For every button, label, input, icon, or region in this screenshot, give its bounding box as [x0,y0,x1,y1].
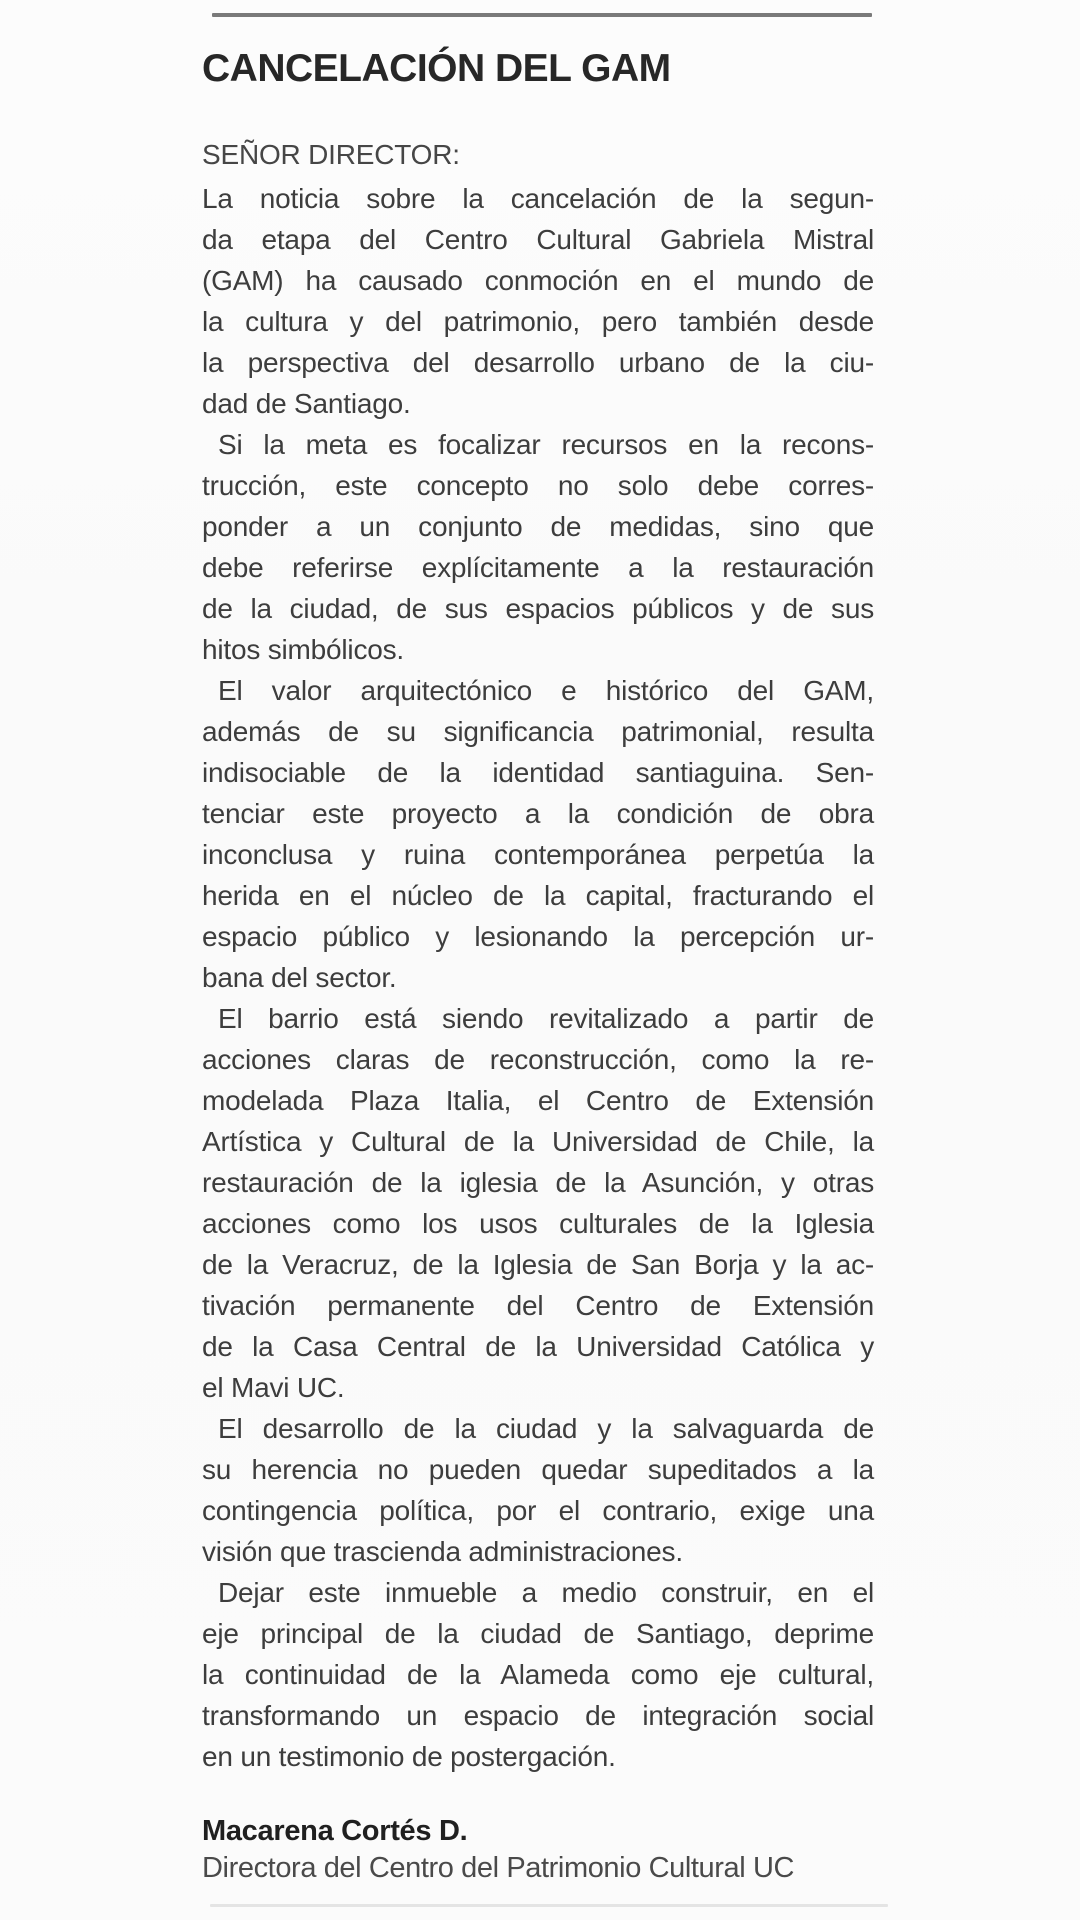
body-line: herida en el núcleo de la capital, fracturando el [202,880,874,911]
body-line: además de su significancia patrimonial, resulta [202,716,874,747]
body-line: de la Casa Central de la Universidad Católica y [202,1331,874,1362]
body-line: visión que trascienda administraciones. [202,1536,683,1567]
body-line: El valor arquitectónico e histórico del GAM, [218,675,874,706]
letter-column [202,0,874,1907]
body-line: tenciar este proyecto a la condición de obra [202,798,874,829]
body-line: el Mavi UC. [202,1372,345,1403]
body-line: Artística y Cultural de la Universidad de Chile, la [202,1126,874,1157]
body-line: acciones como los usos culturales de la Iglesia [202,1208,874,1239]
article-body [202,178,874,1777]
body-line: dad de Santiago. [202,388,411,419]
bottom-divider-rule [210,1904,888,1907]
body-line: El barrio está siendo revitalizado a partir de [218,1003,874,1034]
body-line: su herencia no pueden quedar supeditados a la [202,1454,874,1485]
body-line: la cultura y del patrimonio, pero también desde [202,306,874,337]
body-line: trucción, este concepto no solo debe corres- [202,470,874,501]
body-line: hitos simbólicos. [202,634,405,665]
signature-role: Directora del Centro del Patrimonio Cultural UC [202,1852,795,1884]
body-line: Dejar este inmueble a medio construir, en el [218,1577,874,1608]
body-line: modelada Plaza Italia, el Centro de Extensión [202,1085,874,1116]
paragraph [202,670,874,998]
body-line: de la Veracruz, de la Iglesia de San Borja y la ac- [202,1249,874,1280]
letter-headline: CANCELACIÓN DEL GAM [202,47,671,90]
body-line: La noticia sobre la cancelación de la segun- [202,183,874,214]
body-line: indisociable de la identidad santiaguina. Sen- [202,757,874,788]
paragraph [202,1572,874,1777]
body-line: bana del sector. [202,962,397,993]
paragraph [202,424,874,670]
body-line: da etapa del Centro Cultural Gabriela Mistral [202,224,874,255]
paragraph [202,1408,874,1572]
body-line: inconclusa y ruina contemporánea perpetúa la [202,839,874,870]
signature-block [202,1813,874,1887]
body-line: la continuidad de la Alameda como eje cultural, [202,1659,874,1690]
paragraph [202,998,874,1408]
body-line: contingencia política, por el contrario, exige una [202,1495,874,1526]
body-line: la perspectiva del desarrollo urbano de la ciu- [202,347,874,378]
signature-name: Macarena Cortés D. [202,1815,468,1847]
body-line: Si la meta es focalizar recursos en la recons- [218,429,874,460]
body-line: de la ciudad, de sus espacios públicos y de sus [202,593,874,624]
paragraph [202,178,874,424]
body-line: El desarrollo de la ciudad y la salvaguarda de [218,1413,874,1444]
body-line: debe referirse explícitamente a la restauración [202,552,874,583]
body-line: (GAM) ha causado conmoción en el mundo de [202,265,874,296]
body-line: espacio público y lesionando la percepción ur- [202,921,874,952]
body-line: restauración de la iglesia de la Asunción, y otras [202,1167,874,1198]
body-line: acciones claras de reconstrucción, como la re- [202,1044,874,1075]
body-line: ponder a un conjunto de medidas, sino que [202,511,874,542]
letter-salutation: SEÑOR DIRECTOR: [202,139,460,170]
body-line: tivación permanente del Centro de Extensión [202,1290,874,1321]
body-line: en un testimonio de postergación. [202,1741,616,1772]
body-line: eje principal de la ciudad de Santiago, deprime [202,1618,874,1649]
top-divider-rule [212,13,872,17]
body-line: transformando un espacio de integración social [202,1700,874,1731]
